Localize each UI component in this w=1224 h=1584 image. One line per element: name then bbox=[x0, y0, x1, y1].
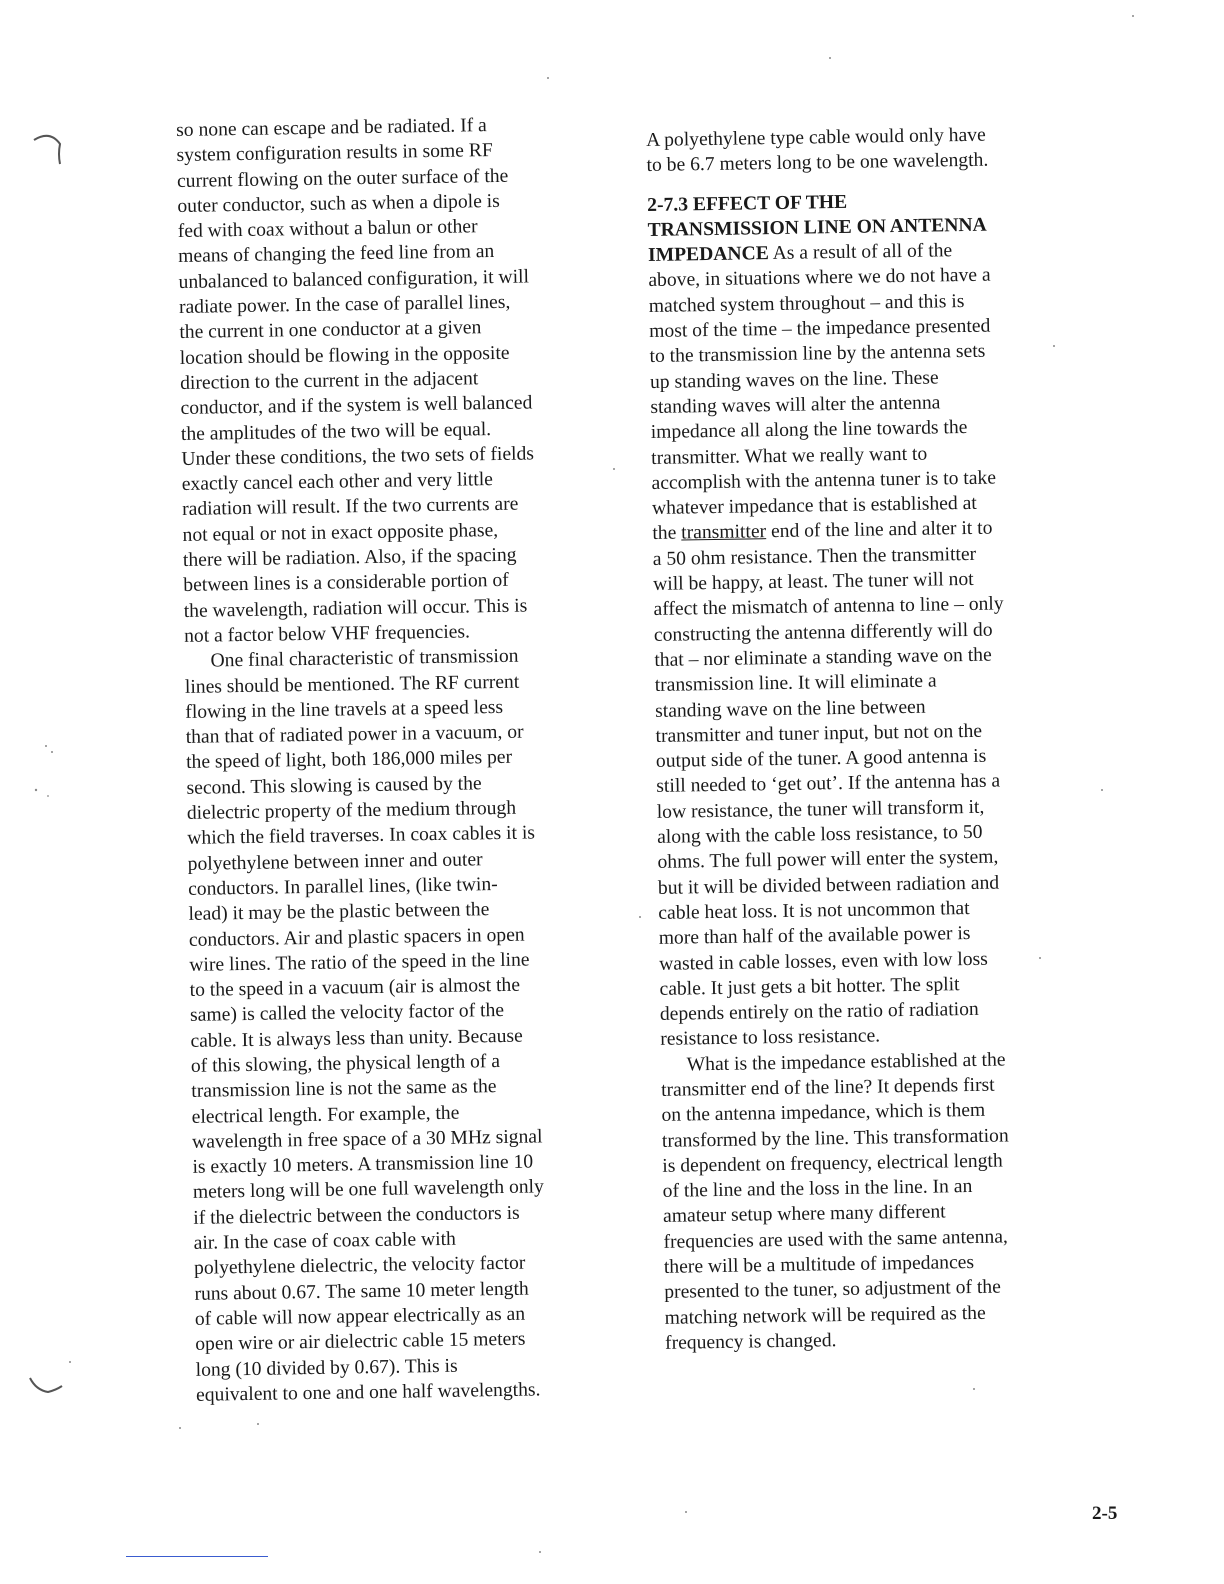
text-line: to the speed in a vacuum (air is almost the bbox=[189, 974, 521, 1001]
text-line: between lines is a considerable portion of bbox=[183, 570, 509, 597]
text-line: cable. It is always less than unity. Because bbox=[190, 1025, 523, 1052]
text-line: presented to the tuner, so adjustment of the bbox=[664, 1276, 1001, 1304]
text-line: more than half of the available power is bbox=[658, 923, 971, 950]
text-line: output side of the tuner. A good antenna is bbox=[655, 745, 987, 773]
text-line: direction to the current in the adjacent bbox=[180, 368, 479, 394]
text-line: wasted in cable losses, even with low loss bbox=[658, 948, 988, 975]
text-line: the current in one conductor at a given bbox=[179, 317, 482, 344]
text-line: if the dielectric between the conductors is bbox=[193, 1202, 520, 1229]
text-line: will be happy, at least. The tuner will not bbox=[653, 568, 974, 595]
text-line: means of changing the feed line from an bbox=[178, 241, 495, 268]
text-line: unbalanced to balanced configuration, it will bbox=[178, 266, 530, 293]
text-line: standing waves will alter the antenna bbox=[650, 392, 941, 418]
text-line: Under these conditions, the two sets of fields bbox=[181, 443, 535, 470]
text-line: ohms. The full power will enter the system, bbox=[657, 846, 999, 874]
text-line: the amplitudes of the two will be equal. bbox=[180, 418, 492, 445]
text-line: matching network will be required as the bbox=[664, 1302, 986, 1329]
text-line: air. In the case of coax cable with bbox=[193, 1228, 457, 1254]
text-line: to the transmission line by the antenna sets bbox=[649, 341, 986, 368]
text-line: there will be radiation. Also, if the spacing bbox=[182, 544, 517, 571]
paragraph-start-line: What is the impedance established at the bbox=[686, 1049, 1006, 1076]
text-run: As a result of all of the bbox=[768, 240, 953, 265]
text-line: equivalent to one and one half wavelengths. bbox=[195, 1379, 541, 1406]
text-line: transmitter. What we really want to bbox=[651, 443, 928, 469]
footer-rule bbox=[126, 1556, 268, 1557]
text-line: standing wave on the line between bbox=[654, 696, 926, 722]
underlined-word: transmitter bbox=[681, 521, 767, 544]
left-column bbox=[176, 112, 549, 1408]
text-line: cable heat loss. It is not uncommon that bbox=[658, 897, 970, 924]
text-line: along with the cable loss resistance, to 50 bbox=[656, 821, 983, 848]
text-line: most of the time – the impedance presented bbox=[649, 315, 991, 343]
text-line: fed with coax without a balun or other bbox=[177, 216, 478, 243]
text-line: but it will be divided between radiation and bbox=[657, 872, 1000, 899]
section-heading: IMPEDANCE bbox=[647, 243, 769, 267]
text-line: runs about 0.67. The same 10 meter length bbox=[194, 1278, 529, 1305]
text-line: transmission line is not the same as the bbox=[191, 1076, 497, 1103]
text-line: radiate power. In the case of parallel lines, bbox=[178, 291, 511, 319]
text-line: on the antenna impedance, which is them bbox=[661, 1100, 986, 1127]
text-line: conductor, and if the system is well balanced bbox=[180, 392, 533, 420]
text-line: of the line and the loss in the line. In an bbox=[662, 1176, 973, 1203]
text-line: radiation will result. If the two currents are bbox=[181, 494, 519, 521]
text-line: impedance all along the line towards the bbox=[650, 417, 968, 444]
text-line: matched system throughout – and this is bbox=[648, 290, 965, 317]
text-line: above, in situations where we do not have a bbox=[648, 265, 991, 292]
text-line: transmission line. It will eliminate a bbox=[654, 670, 937, 697]
text-line: lines should be mentioned. The RF current bbox=[184, 671, 520, 698]
text-line: dielectric property of the medium through bbox=[186, 797, 517, 824]
text-line: same) is called the velocity factor of the bbox=[189, 1000, 505, 1027]
paragraph-start-line: One final characteristic of transmission bbox=[210, 645, 519, 672]
text-line: outer conductor, such as when a dipole is bbox=[177, 190, 500, 217]
text-line: which the field traverses. In coax cables it is bbox=[187, 822, 536, 850]
text-line: frequencies are used with the same antenna, bbox=[663, 1226, 1008, 1253]
text-line: there will be a multitude of impedances bbox=[663, 1252, 975, 1278]
text-line: polyethylene dielectric, the velocity factor bbox=[193, 1253, 526, 1280]
text-line: the wavelength, radiation will occur. This is bbox=[183, 595, 528, 622]
text-line: flowing in the line travels at a speed less bbox=[185, 696, 504, 723]
text-line: lead) it may be the plastic between the bbox=[188, 899, 490, 926]
section-heading: 2-7.3 EFFECT OF THE bbox=[647, 191, 848, 216]
text-line: long (10 divided by 0.67). This is bbox=[195, 1355, 458, 1381]
text-line: affect the mismatch of antenna to line – only bbox=[653, 593, 1004, 621]
text-line: meters long will be one full wavelength only bbox=[192, 1176, 544, 1204]
text-line: transmitter end of the line? It depends first bbox=[660, 1074, 995, 1101]
text-line: the speed of light, both 186,000 miles per bbox=[185, 747, 513, 774]
text-line: accomplish with the antenna tuner is to take bbox=[651, 467, 997, 494]
text-line: open wire or air dielectric cable 15 meters bbox=[195, 1328, 526, 1356]
text-line: of this slowing, the physical length of a bbox=[190, 1051, 501, 1077]
text-line: a 50 ohm resistance. Then the transmitter bbox=[652, 543, 977, 570]
text-line: than that of radiated power in a vacuum, or bbox=[185, 721, 524, 749]
text-line: location should be flowing in the opposite bbox=[179, 342, 510, 369]
section-heading: TRANSMISSION LINE ON ANTENNA bbox=[647, 214, 987, 241]
text-line: of cable will now appear electrically as an bbox=[194, 1303, 526, 1330]
page-number: 2-5 bbox=[1092, 1503, 1118, 1524]
text-line: whatever impedance that is established at bbox=[651, 493, 977, 520]
text-run: the bbox=[652, 522, 682, 545]
text-line: not a factor below VHF frequencies. bbox=[183, 621, 471, 647]
text-line: polyethylene between inner and outer bbox=[187, 848, 483, 875]
text-line: not equal or not in exact opposite phase, bbox=[182, 519, 499, 546]
text-line: A polyethylene type cable would only have bbox=[646, 124, 986, 151]
text-line: cable. It just gets a bit hotter. The split bbox=[659, 973, 960, 1000]
text-line: amateur setup where many different bbox=[662, 1201, 946, 1228]
text-line: system configuration results in some RF bbox=[176, 140, 493, 167]
text-line: transmitter and tuner input, but not on the bbox=[655, 720, 983, 747]
text-line: conductors. Air and plastic spacers in open bbox=[188, 924, 525, 951]
text-line: low resistance, the tuner will transform it, bbox=[656, 796, 985, 823]
text-line: frequency is changed. bbox=[664, 1330, 837, 1354]
text-line: electrical length. For example, the bbox=[191, 1102, 460, 1128]
text-line: so none can escape and be radiated. If a bbox=[176, 115, 487, 141]
text-line: transformed by the line. This transformation bbox=[661, 1125, 1009, 1152]
text-line: second. This slowing is caused by the bbox=[186, 773, 482, 799]
text-line: wire lines. The ratio of the speed in the line bbox=[189, 949, 530, 976]
right-column bbox=[646, 123, 1015, 1357]
text-line: to be 6.7 meters long to be one wavelength. bbox=[646, 149, 989, 177]
text-line: constructing the antenna differently will do bbox=[653, 619, 993, 646]
text-line: wavelength in free space of a 30 MHz signal bbox=[191, 1126, 543, 1153]
text-line: is dependent on frequency, electrical length bbox=[662, 1150, 1003, 1177]
text-line: still needed to ‘get out’. If the antenna has a bbox=[656, 770, 1001, 798]
text-line: depends entirely on the ratio of radiation bbox=[659, 998, 979, 1025]
text-line: that – nor eliminate a standing wave on the bbox=[654, 644, 992, 671]
text-line: conductors. In parallel lines, (like twin- bbox=[187, 873, 498, 900]
text-line: current flowing on the outer surface of the bbox=[176, 165, 509, 192]
text-line: exactly cancel each other and very little bbox=[181, 469, 494, 496]
text-line: is exactly 10 meters. A transmission line 10 bbox=[192, 1151, 534, 1179]
text-line: up standing waves on the line. These bbox=[649, 367, 939, 393]
text-line: resistance to loss resistance. bbox=[660, 1025, 881, 1051]
text-run: end of the line and alter it to bbox=[765, 518, 993, 543]
